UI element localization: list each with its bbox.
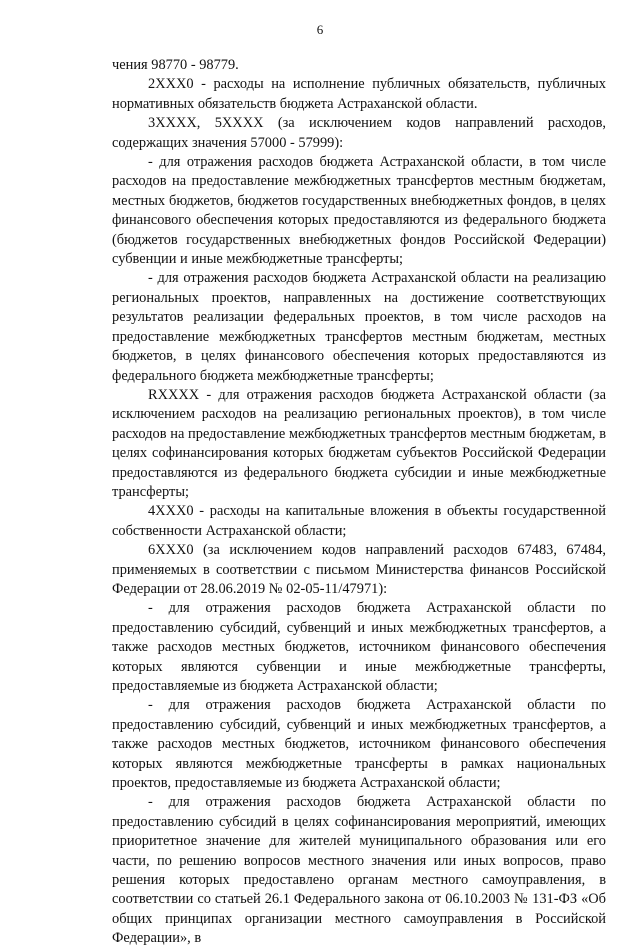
paragraph: чения 98770 - 98779. xyxy=(112,57,239,73)
paragraph: - для отражения расходов бюджета Астраханской области, в том числе расходов на предоставление межбюджетных трансфертов местным бюджетам, местных бюджетов, бюджетов государственных внебюджетных фондов, в целях финансового обеспечения которых предоставляются из федерального бюджета (бюджетов государственных внебюджетных фондов Российской Федерации) субвенции и иные межбюджетные трансферты; xyxy=(112,154,606,268)
paragraph: RXXXX - для отражения расходов бюджета Астраханской области (за исключением расходов на реализацию региональных проектов), в том числе расходов на предоставление межбюджетных трансфертов местным бюджетам, в целях софинансирования которых бюджетам субъектов Российской Федерации предоставляются из федерального бюджета субсидии и иные межбюджетные трансферты; xyxy=(112,386,606,500)
paragraph: - для отражения расходов бюджета Астраханской области по предоставлению субсидий, субвенций и иных межбюджетных трансфертов, а также расходов местных бюджетов, источником финансового обеспечения которых являются межбюджетные трансферты в рамках национальных проектов, предоставляемые из бюджета Астраханской области; xyxy=(112,697,606,792)
page-number: 6 xyxy=(316,22,324,37)
document-body xyxy=(112,56,606,949)
paragraph: 2XXX0 - расходы на исполнение публичных обязательств, публичных нормативных обязательств бюджета Астраханской области. xyxy=(112,76,606,112)
paragraph: - для отражения расходов бюджета Астраханской области на реализацию региональных проектов, направленных на достижение соответствующих результатов реализации федеральных проектов, в том числе расходов на предоставление межбюджетных трансфертов местным бюджетам, местных бюджетов, в целях финансового обеспечения которых предоставляются из федерального бюджета межбюджетные трансферты; xyxy=(112,270,606,384)
paragraph: - для отражения расходов бюджета Астраханской области по предоставлению субсидий в целях софинансирования мероприятий, имеющих приоритетное значение для жителей муниципального образования или его части, по решению вопросов местного значения или иных вопросов, право решения которых предоставлено органам местного самоуправления, в соответствии со статьей 26.1 Федерального закона от 06.10.2003 № 131-ФЗ «Об общих принципах организации местного самоуправления в Российской Федерации», в xyxy=(112,794,606,947)
paragraph: 4XXX0 - расходы на капитальные вложения в объекты государственной собственности Астраханской области; xyxy=(112,503,606,539)
paragraph: 6XXX0 (за исключением кодов направлений расходов 67483, 67484, применяемых в соответствии с письмом Министерства финансов Российской Федерации от 28.06.2019 № 02-05-11/47971): xyxy=(112,542,606,597)
paragraph: - для отражения расходов бюджета Астраханской области по предоставлению субсидий, субвенций и иных межбюджетных трансфертов, а также расходов местных бюджетов, источником финансового обеспечения которых являются субвенции и иные межбюджетные трансферты, предоставляемые из бюджета Астраханской области; xyxy=(112,600,606,694)
paragraph: 3XXXX, 5XXXX (за исключением кодов направлений расходов, содержащих значения 57000 - 57999): xyxy=(112,115,606,151)
